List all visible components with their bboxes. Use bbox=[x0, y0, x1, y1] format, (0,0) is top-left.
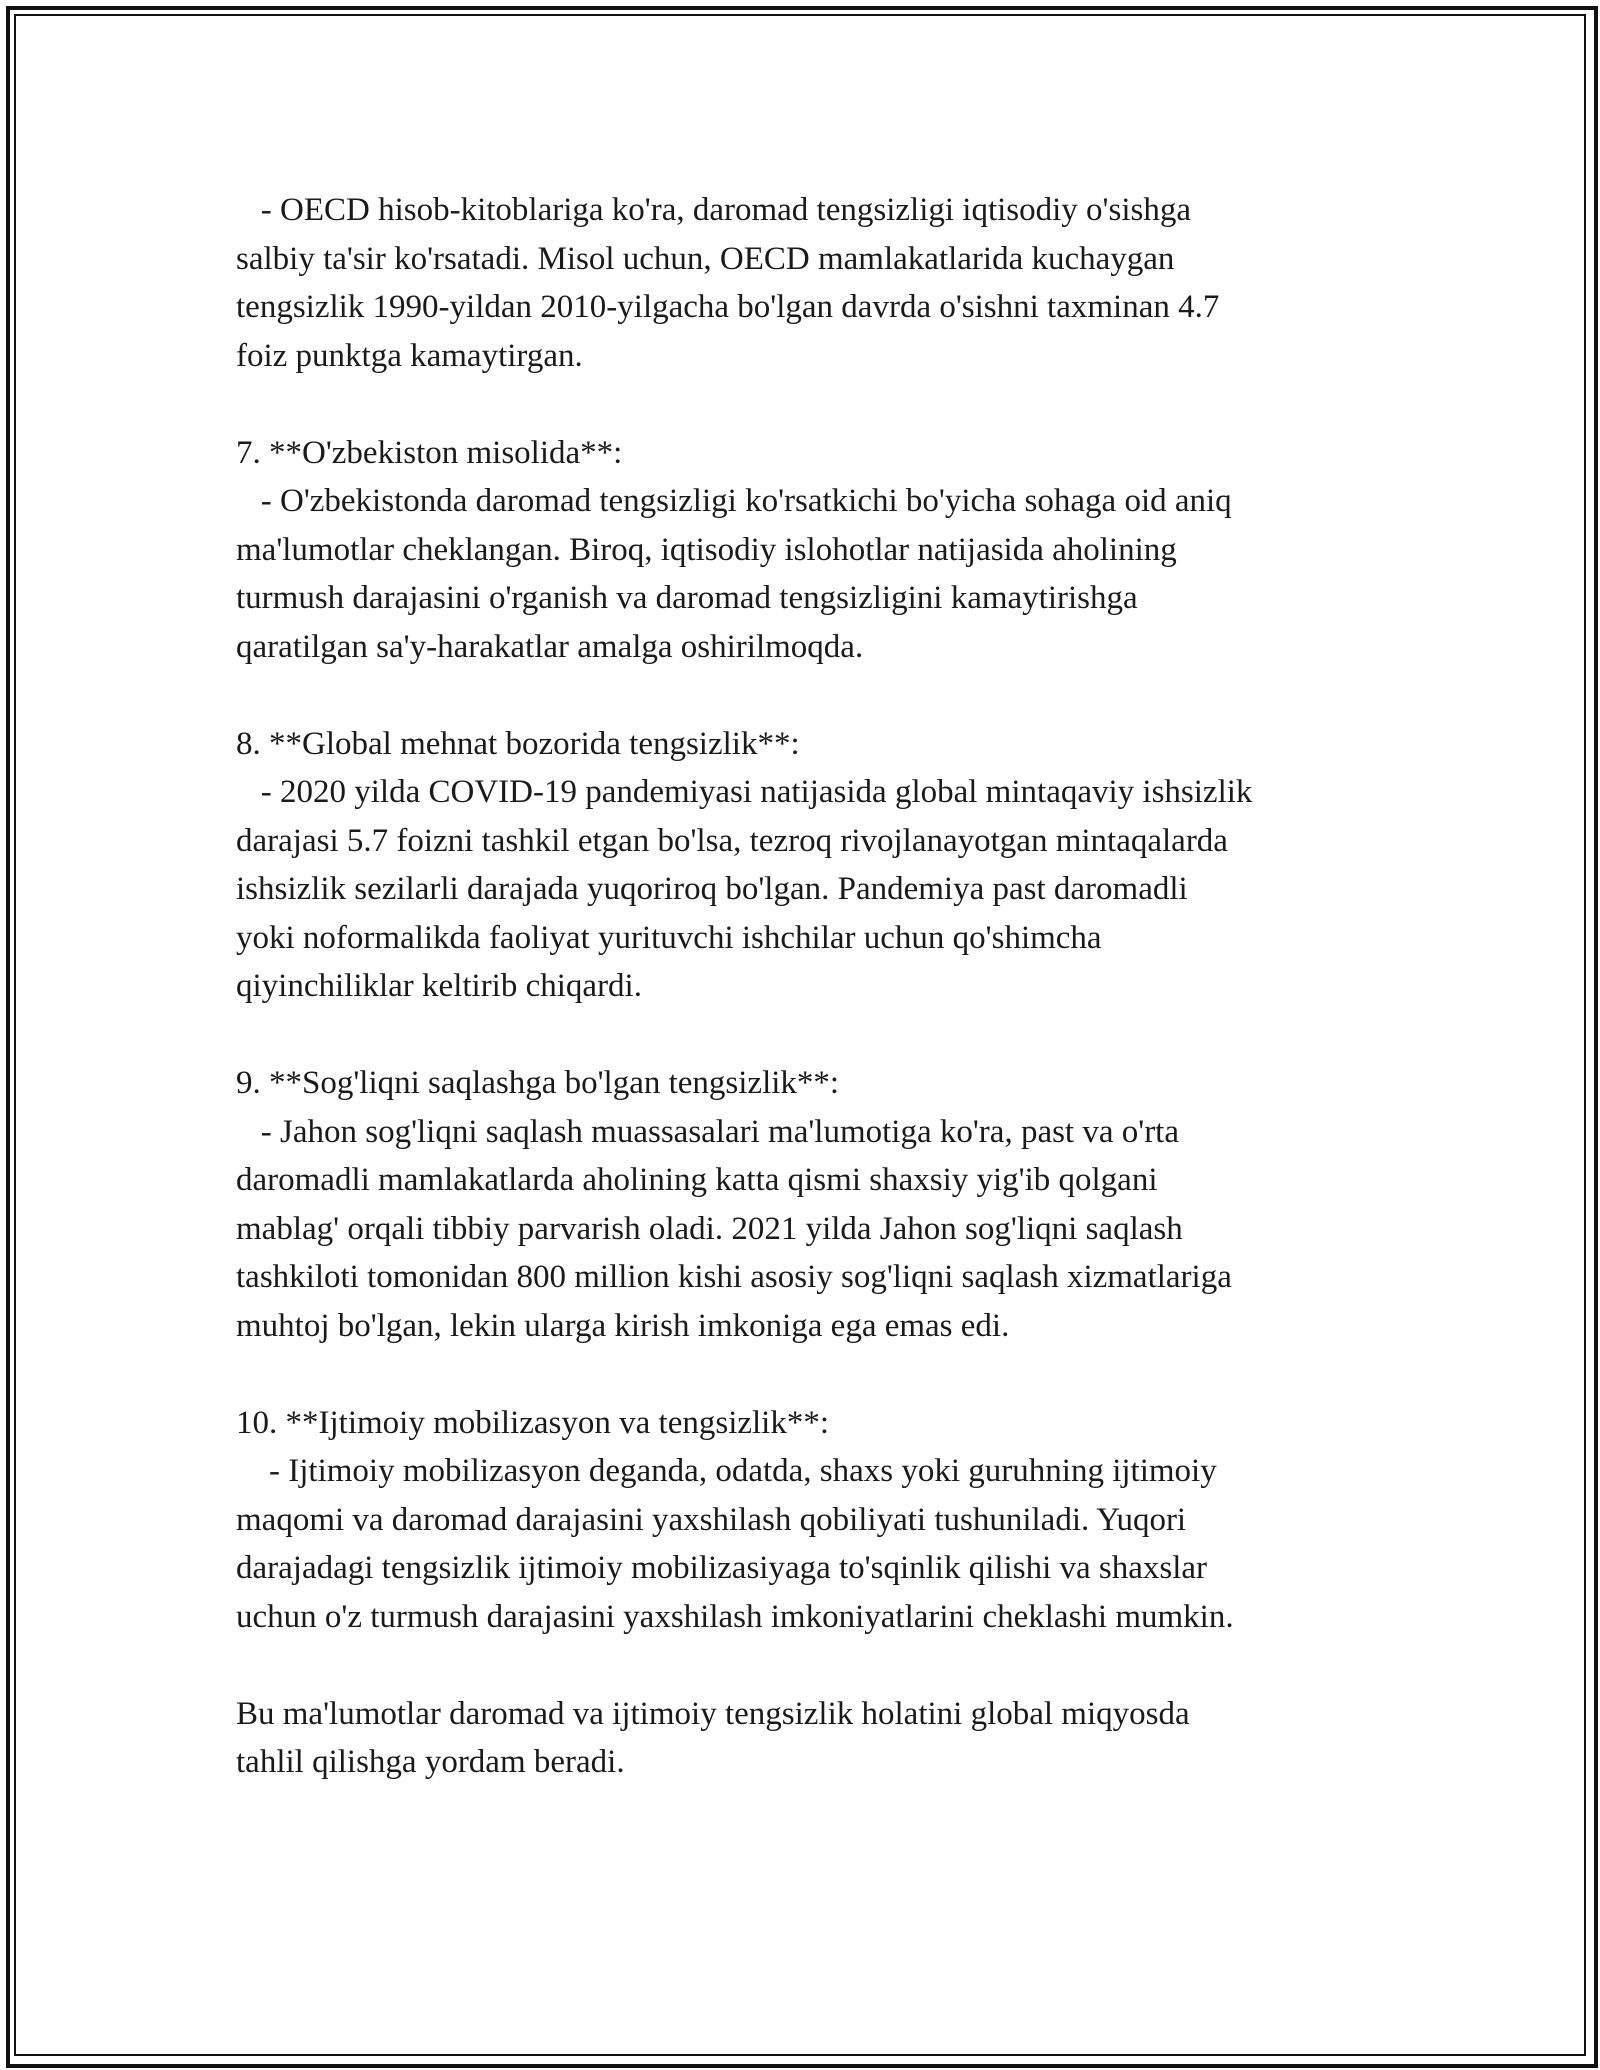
text-line: qiyinchiliklar keltirib chiqardi. bbox=[236, 968, 642, 1004]
text-line: tahlil qilishga yordam beradi. bbox=[236, 1744, 625, 1780]
paragraph-gap bbox=[236, 1011, 1376, 1060]
text-line: daromadli mamlakatlarda aholining katta qismi shaxsiy yig'ib qolgani bbox=[236, 1162, 1158, 1198]
paragraph-gap bbox=[236, 671, 1376, 720]
paragraph-gap bbox=[236, 1641, 1376, 1690]
text-line: maqomi va daromad darajasini yaxshilash qobiliyati tushuniladi. Yuqori bbox=[236, 1501, 1187, 1538]
text-line: - Ijtimoiy mobilizasyon deganda, odatda, shaxs yoki guruhning ijtimoiy bbox=[236, 1453, 1217, 1489]
text-line: qaratilgan sa'y-harakatlar amalga oshirilmoqda. bbox=[236, 628, 864, 665]
section-heading: 7. **O'zbekiston misolida**: bbox=[236, 434, 623, 471]
text-line: darajadagi tengsizlik ijtimoiy mobilizasiyaga to'sqinlik qilishi va shaxslar bbox=[236, 1550, 1208, 1586]
section-9-healthcare bbox=[236, 1059, 1376, 1350]
text-line: - Jahon sog'liqni saqlash muassasalari ma'lumotiga ko'ra, past va o'rta bbox=[236, 1113, 1179, 1150]
text-line: ma'lumotlar cheklangan. Biroq, iqtisodiy islohotlar natijasida aholining bbox=[236, 531, 1177, 568]
text-line: Bu ma'lumotlar daromad va ijtimoiy tengsizlik holatini global miqyosda bbox=[236, 1695, 1190, 1732]
section-heading: 9. **Sog'liqni saqlashga bo'lgan tengsizlik**: bbox=[236, 1065, 840, 1101]
section-8-global-labor-market bbox=[236, 720, 1376, 1011]
text-line: ishsizlik sezilarli darajada yuqoriroq bo'lgan. Pandemiya past daromadli bbox=[236, 871, 1188, 907]
paragraph-oecd-growth bbox=[236, 186, 1376, 380]
paragraph-gap bbox=[236, 380, 1376, 429]
text-line: darajasi 5.7 foizni tashkil etgan bo'lsa, tezroq rivojlanayotgan mintaqalarda bbox=[236, 822, 1228, 859]
text-line: foiz punktga kamaytirgan. bbox=[236, 337, 583, 374]
section-heading: 8. **Global mehnat bozorida tengsizlik**: bbox=[236, 725, 800, 762]
text-line: salbiy ta'sir ko'rsatadi. Misol uchun, OECD mamlakatlarida kuchaygan bbox=[236, 240, 1175, 277]
text-line: - 2020 yilda COVID-19 pandemiyasi natijasida global mintaqaviy ishsizlik bbox=[236, 774, 1253, 810]
text-line: muhtoj bo'lgan, lekin ularga kirish imkoniga ega emas edi. bbox=[236, 1307, 1010, 1344]
section-7-uzbekistan bbox=[236, 429, 1376, 672]
text-line: mablag' orqali tibbiy parvarish oladi. 2021 yilda Jahon sog'liqni saqlash bbox=[236, 1210, 1183, 1247]
paragraph-gap bbox=[236, 1350, 1376, 1399]
closing-paragraph bbox=[236, 1690, 1376, 1787]
section-10-social-mobility bbox=[236, 1399, 1376, 1642]
text-line: yoki noformalikda faoliyat yurituvchi ishchilar uchun qo'shimcha bbox=[236, 919, 1102, 956]
text-line: - O'zbekistonda daromad tengsizligi ko'rsatkichi bo'yicha sohaga oid aniq bbox=[236, 483, 1232, 519]
text-line: uchun o'z turmush darajasini yaxshilash imkoniyatlarini cheklashi mumkin. bbox=[236, 1598, 1234, 1635]
text-line: turmush darajasini o'rganish va daromad tengsizligini kamaytirishga bbox=[236, 580, 1138, 616]
text-line: - OECD hisob-kitoblariga ko'ra, daromad tengsizligi iqtisodiy o'sishga bbox=[236, 192, 1192, 228]
text-line: tashkiloti tomonidan 800 million kishi asosiy sog'liqni saqlash xizmatlariga bbox=[236, 1259, 1232, 1295]
text-line: tengsizlik 1990-yildan 2010-yilgacha bo'lgan davrda o'sishni taxminan 4.7 bbox=[236, 289, 1220, 325]
document-body bbox=[236, 186, 1376, 1787]
section-heading: 10. **Ijtimoiy mobilizasyon va tengsizlik**: bbox=[236, 1404, 830, 1441]
